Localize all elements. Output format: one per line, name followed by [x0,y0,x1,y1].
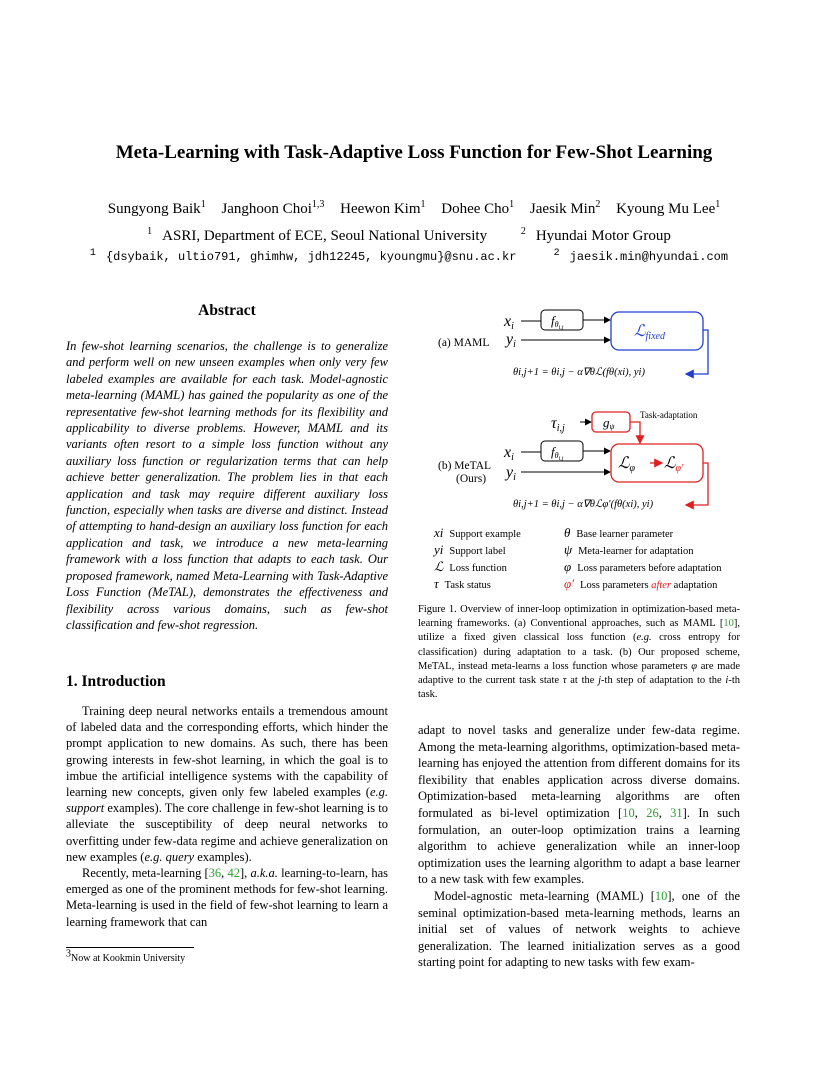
svg-text:ℒfixed: ℒfixed [634,323,665,342]
emails [0,250,828,264]
paper-title: Meta-Learning with Task-Adaptive Loss Function for Few-Shot Learning [115,142,713,163]
svg-text:(Ours): (Ours) [456,473,487,485]
author: Kyoung Mu Lee$^1$ [616,199,721,217]
paragraph: adapt to novel tasks and generalize under few-data regime. Among the meta-learning algorithms, optimization-based meta-learning has enjoyed the attention from different domains for its flexibility that enables application across diverse domains. Optimization-based meta-learning algorithms are often formulated as bi-level optimization [10, 26, 31]. In such formulation, an outer-loop optimization trains a learning algorithm to achieve generalization while an inner-loop optimization uses the learning algorithm to adapt a base learner to a new task with few examples. [418,723,740,887]
citation-link[interactable]: 42 [227,866,240,881]
author-list [0,201,828,218]
email[interactable]: $^1$ {dsybaik, ultio791, ghimhw, jdh12245, kyoungmu}@snu.ac.kr [89,248,517,264]
footnote: $^3$Now at Kookmin University [66,948,186,964]
abstract-heading: Abstract [198,302,256,319]
email[interactable]: $^2$ jaesik.min@hyundai.com [553,248,729,264]
affiliation: $^1$ ASRI, Department of ECE, Seoul National University [147,226,488,244]
svg-text:ℒφ: ℒφ [618,455,636,474]
author: Heewon Kim$^1$ [340,199,426,217]
author: Jaesik Min$^2$ [529,199,601,217]
svg-text:φLoss parameters before adapta: φ Loss parameters before adaptation [564,559,722,574]
x-symbol: xi [504,313,514,332]
author: Sungyong Baik$^1$ [107,199,206,217]
citation-link[interactable]: 31 [670,805,683,820]
right-column-text [418,722,740,971]
svg-text:ℒLoss function: ℒ Loss function [434,559,507,574]
paragraph: Recently, meta-learning [36, 42], a.k.a. learning-to-learn, has emerged as one of the prominent methods for few-shot learning. Meta-learning is used in the field of few-shot learning to learn a learning framework that can [66,866,389,929]
update-rule-a: θi,j+1 = θi,j − α∇θℒ(fθ(xi), yi) [513,367,645,378]
author: Janghoon Choi$^{1,3}$ [221,199,325,217]
panel-label-metal: (b) MeTAL [438,460,492,472]
svg-text:fθi,j: fθi,j [551,313,564,331]
svg-text:ℒφ′: ℒφ′ [664,455,684,474]
citation-link[interactable]: 10 [723,618,734,630]
svg-text:xiSupport example: xi Support example [434,525,521,540]
svg-text:φ′Loss parameters after adapta: φ′ Loss parameters after adaptation [564,576,718,591]
figure-1-diagram [418,300,740,600]
tau-symbol: τi,j [551,415,565,434]
figure-caption: Figure 1. Overview of inner-loop optimization in optimization-based meta-learning frameworks. (a) Conventional approaches, such as MAML [10], utilize a fixed given classical loss function (e.g. cross entropy for classification) during adaptation to a task. (b) Our proposed scheme, MeTAL, instead meta-learns a loss function whose parameters φ are made adaptive to the current task state τ at the j-th step of adaptation to the i-th task. [418,604,741,701]
svg-text:ψMeta-learner for adaptation: ψ Meta-learner for adaptation [564,542,694,557]
svg-text:yi: yi [506,464,516,483]
abstract-text: In few-shot learning scenarios, the challenge is to generalize and perform well on new unseen examples when only very few labeled examples are available for each task. Model-agnostic meta-learning (MAML) has gained the popularity as one of the representative few-shot learning methods for its flexibility and applicability to diverse problems. However, MAML and its variants often resort to a simple loss function without any auxiliary loss function or regularization terms that can help achieve better generalization. The problem lies in that each application and task may require different auxiliary loss function, especially when tasks are diverse and distinct. Instead of attempting to hand-design an auxiliary loss function for each application and task, we introduce a new meta-learning framework with a loss function that adapts to each task. Our proposed framework, named Meta-Learning with Task-Adaptive Loss Function (MeTAL), demonstrates the effectiveness and flexibility across various domains, such as few-shot classification and few-shot regression. [66,339,388,632]
citation-link[interactable]: 10 [622,805,635,820]
y-symbol: yi [506,331,516,350]
footnote-rule [66,947,194,948]
panel-label-maml: (a) MAML [438,337,490,349]
svg-text:xi: xi [504,444,514,463]
figure-legend [432,525,722,591]
paragraph: Model-agnostic meta-learning (MAML) [10], one of the seminal optimization-based meta-learning methods, learns an initial set of values of network weights to achieve generalization. The learned initialization serves as a good starting point for adapting to new tasks with few exam- [418,888,740,970]
svg-text:fθi,j: fθi,j [551,444,564,462]
author: Dohee Cho$^1$ [441,199,515,217]
svg-text:yiSupport label: yi Support label [434,542,506,557]
svg-text:θBase learner parameter: θ Base learner parameter [564,525,674,540]
update-rule-b: θi,j+1 = θi,j − α∇θℒφ′(fθ(xi), yi) [513,499,654,510]
section-heading-introduction: 1. Introduction [66,673,166,690]
paragraph: Training deep neural networks entails a tremendous amount of labeled data and the corresponding efforts, which hinder the prompt application to new domains. As such, there has been growing interests in few-shot learning, in which the goal is to imbue the artificial intelligence systems with the capability of learning new concepts, given only few labeled examples (e.g. support examples). The core challenge in few-shot learning is to alleviate the susceptibility of deep neural networks to overfitting under few-data regime and achieve generalization on new examples (e.g. query examples). [66,704,388,864]
affiliation: $^2$ Hyundai Motor Group [520,226,671,244]
task-adaptation-label: Task-adaptation [640,410,698,420]
citation-link[interactable]: 10 [654,888,668,903]
svg-text:gψ: gψ [603,415,615,431]
citation-link[interactable]: 26 [646,805,659,820]
introduction-text [66,703,388,930]
svg-text:τTask status: τ Task status [434,576,491,591]
citation-link[interactable]: 36 [208,866,222,881]
affiliations [0,228,828,245]
